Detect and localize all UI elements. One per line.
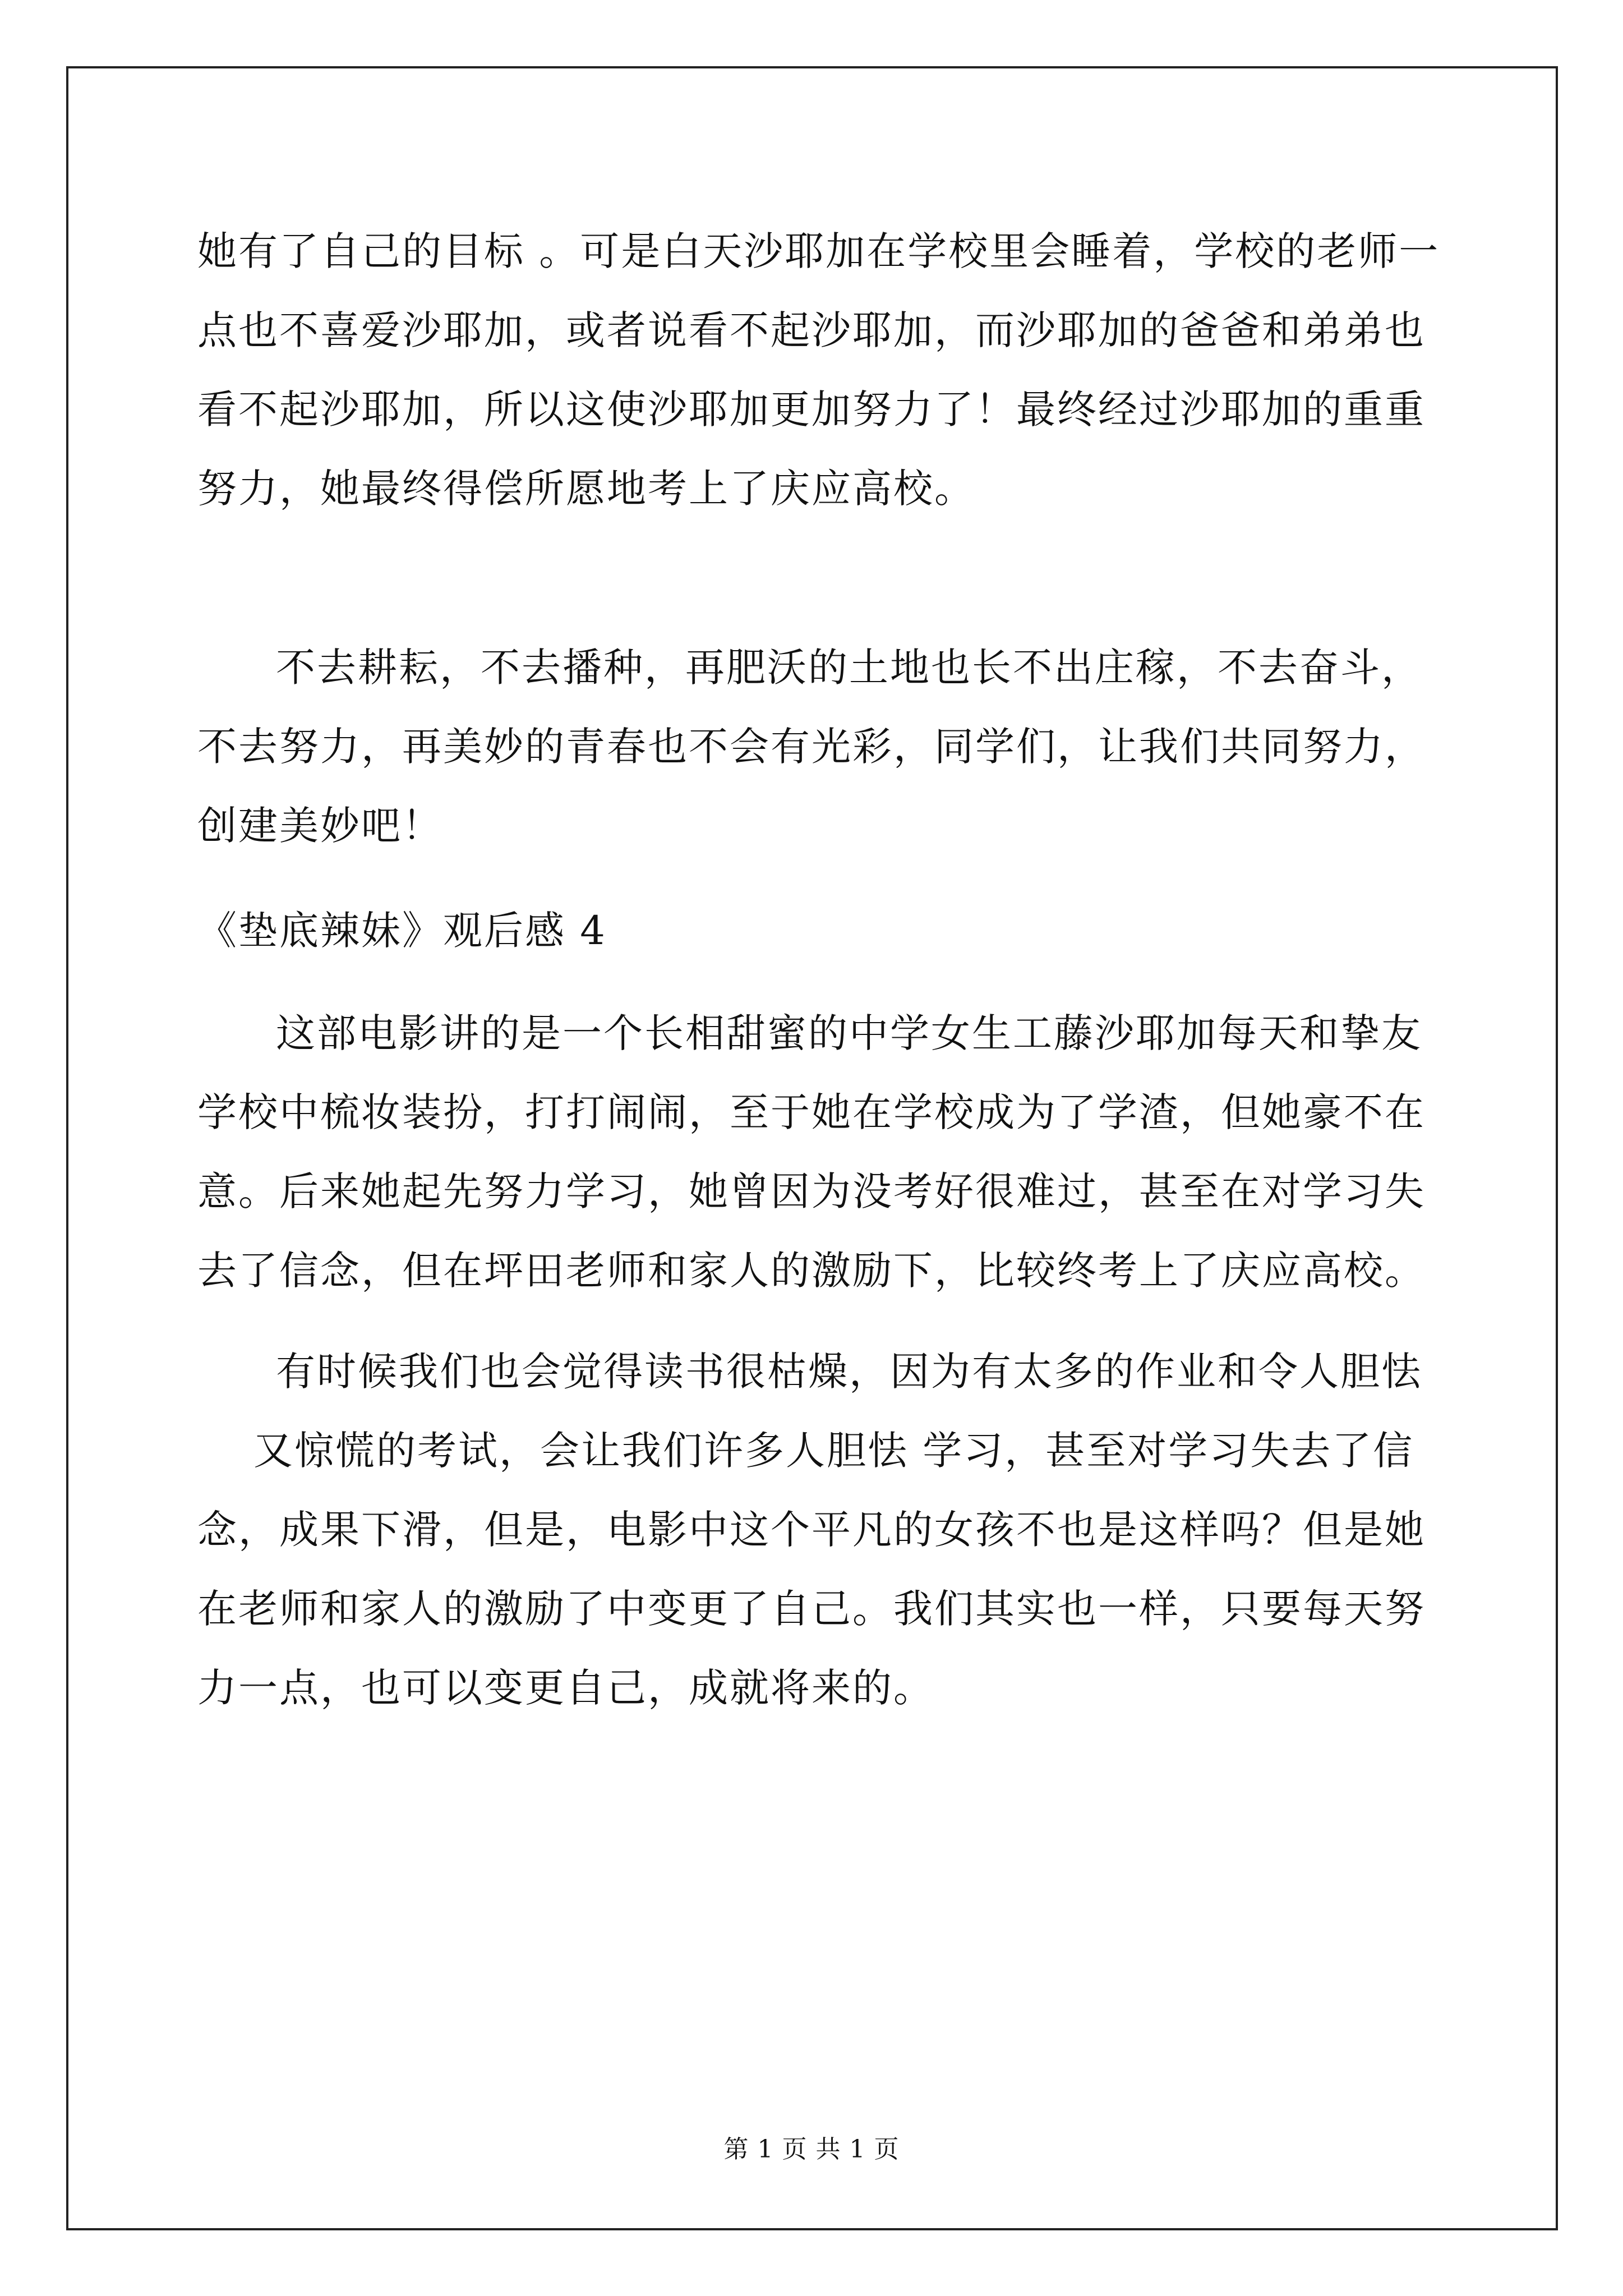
paragraph-2-line-1: 不去耕耘，不去播种，再肥沃的土地也长不出庄稼，不去奋斗， [276,645,1422,691]
paragraph-2-line-2: 不去努力，再美妙的青春也不会有光彩，同学们，让我们共同努力， [197,724,1426,770]
paragraph-4-line-1: 有时候我们也会觉得读书很枯燥，因为有太多的作业和令人胆怯 [276,1349,1422,1395]
paragraph-1-line-3: 看不起沙耶加，所以这使沙耶加更加努力了！最终经过沙耶加的重重 [197,386,1426,432]
paragraph-1-line-2: 点也不喜爱沙耶加，或者说看不起沙耶加，而沙耶加的爸爸和弟弟也 [197,307,1426,353]
paragraph-4-line-3: 念，成果下滑，但是，电影中这个平凡的女孩不也是这样吗？但是她 [197,1507,1426,1553]
paragraph-2-line-3: 创建美妙吧！ [197,803,443,849]
paragraph-3-line-2: 学校中梳妆装扮，打打闹闹，至于她在学校成为了学渣，但她豪不在 [197,1089,1426,1135]
paragraph-4-line-2: 又惊慌的考试，会让我们许多人胆怯 学习，甚至对学习失去了信 [253,1428,1414,1474]
paragraph-3-line-3: 意。后来她起先努力学习，她曾因为没考好很难过，甚至在对学习失 [197,1168,1426,1214]
paragraph-1-line-4: 努力，她最终得偿所愿地考上了庆应高校。 [197,466,975,512]
page-footer: 第 1 页 共 1 页 [723,2135,900,2164]
paragraph-3-line-1: 这部电影讲的是一个长相甜蜜的中学女生工藤沙耶加每天和挚友 [276,1010,1422,1056]
paragraph-3-line-4: 去了信念，但在坪田老师和家人的激励下，比较终考上了庆应高校。 [197,1248,1426,1294]
paragraph-1-line-1: 她有了自己的目标 。可是白天沙耶加在学校里会睡着，学校的老师一 [197,228,1440,274]
paragraph-4-line-4: 在老师和家人的激励了中变更了自己。我们其实也一样，只要每天努 [197,1586,1426,1632]
section-title: 《垫底辣妹》观后感 4 [197,908,607,954]
paragraph-4-line-5: 力一点，也可以变更自己，成就将来的。 [197,1665,934,1711]
